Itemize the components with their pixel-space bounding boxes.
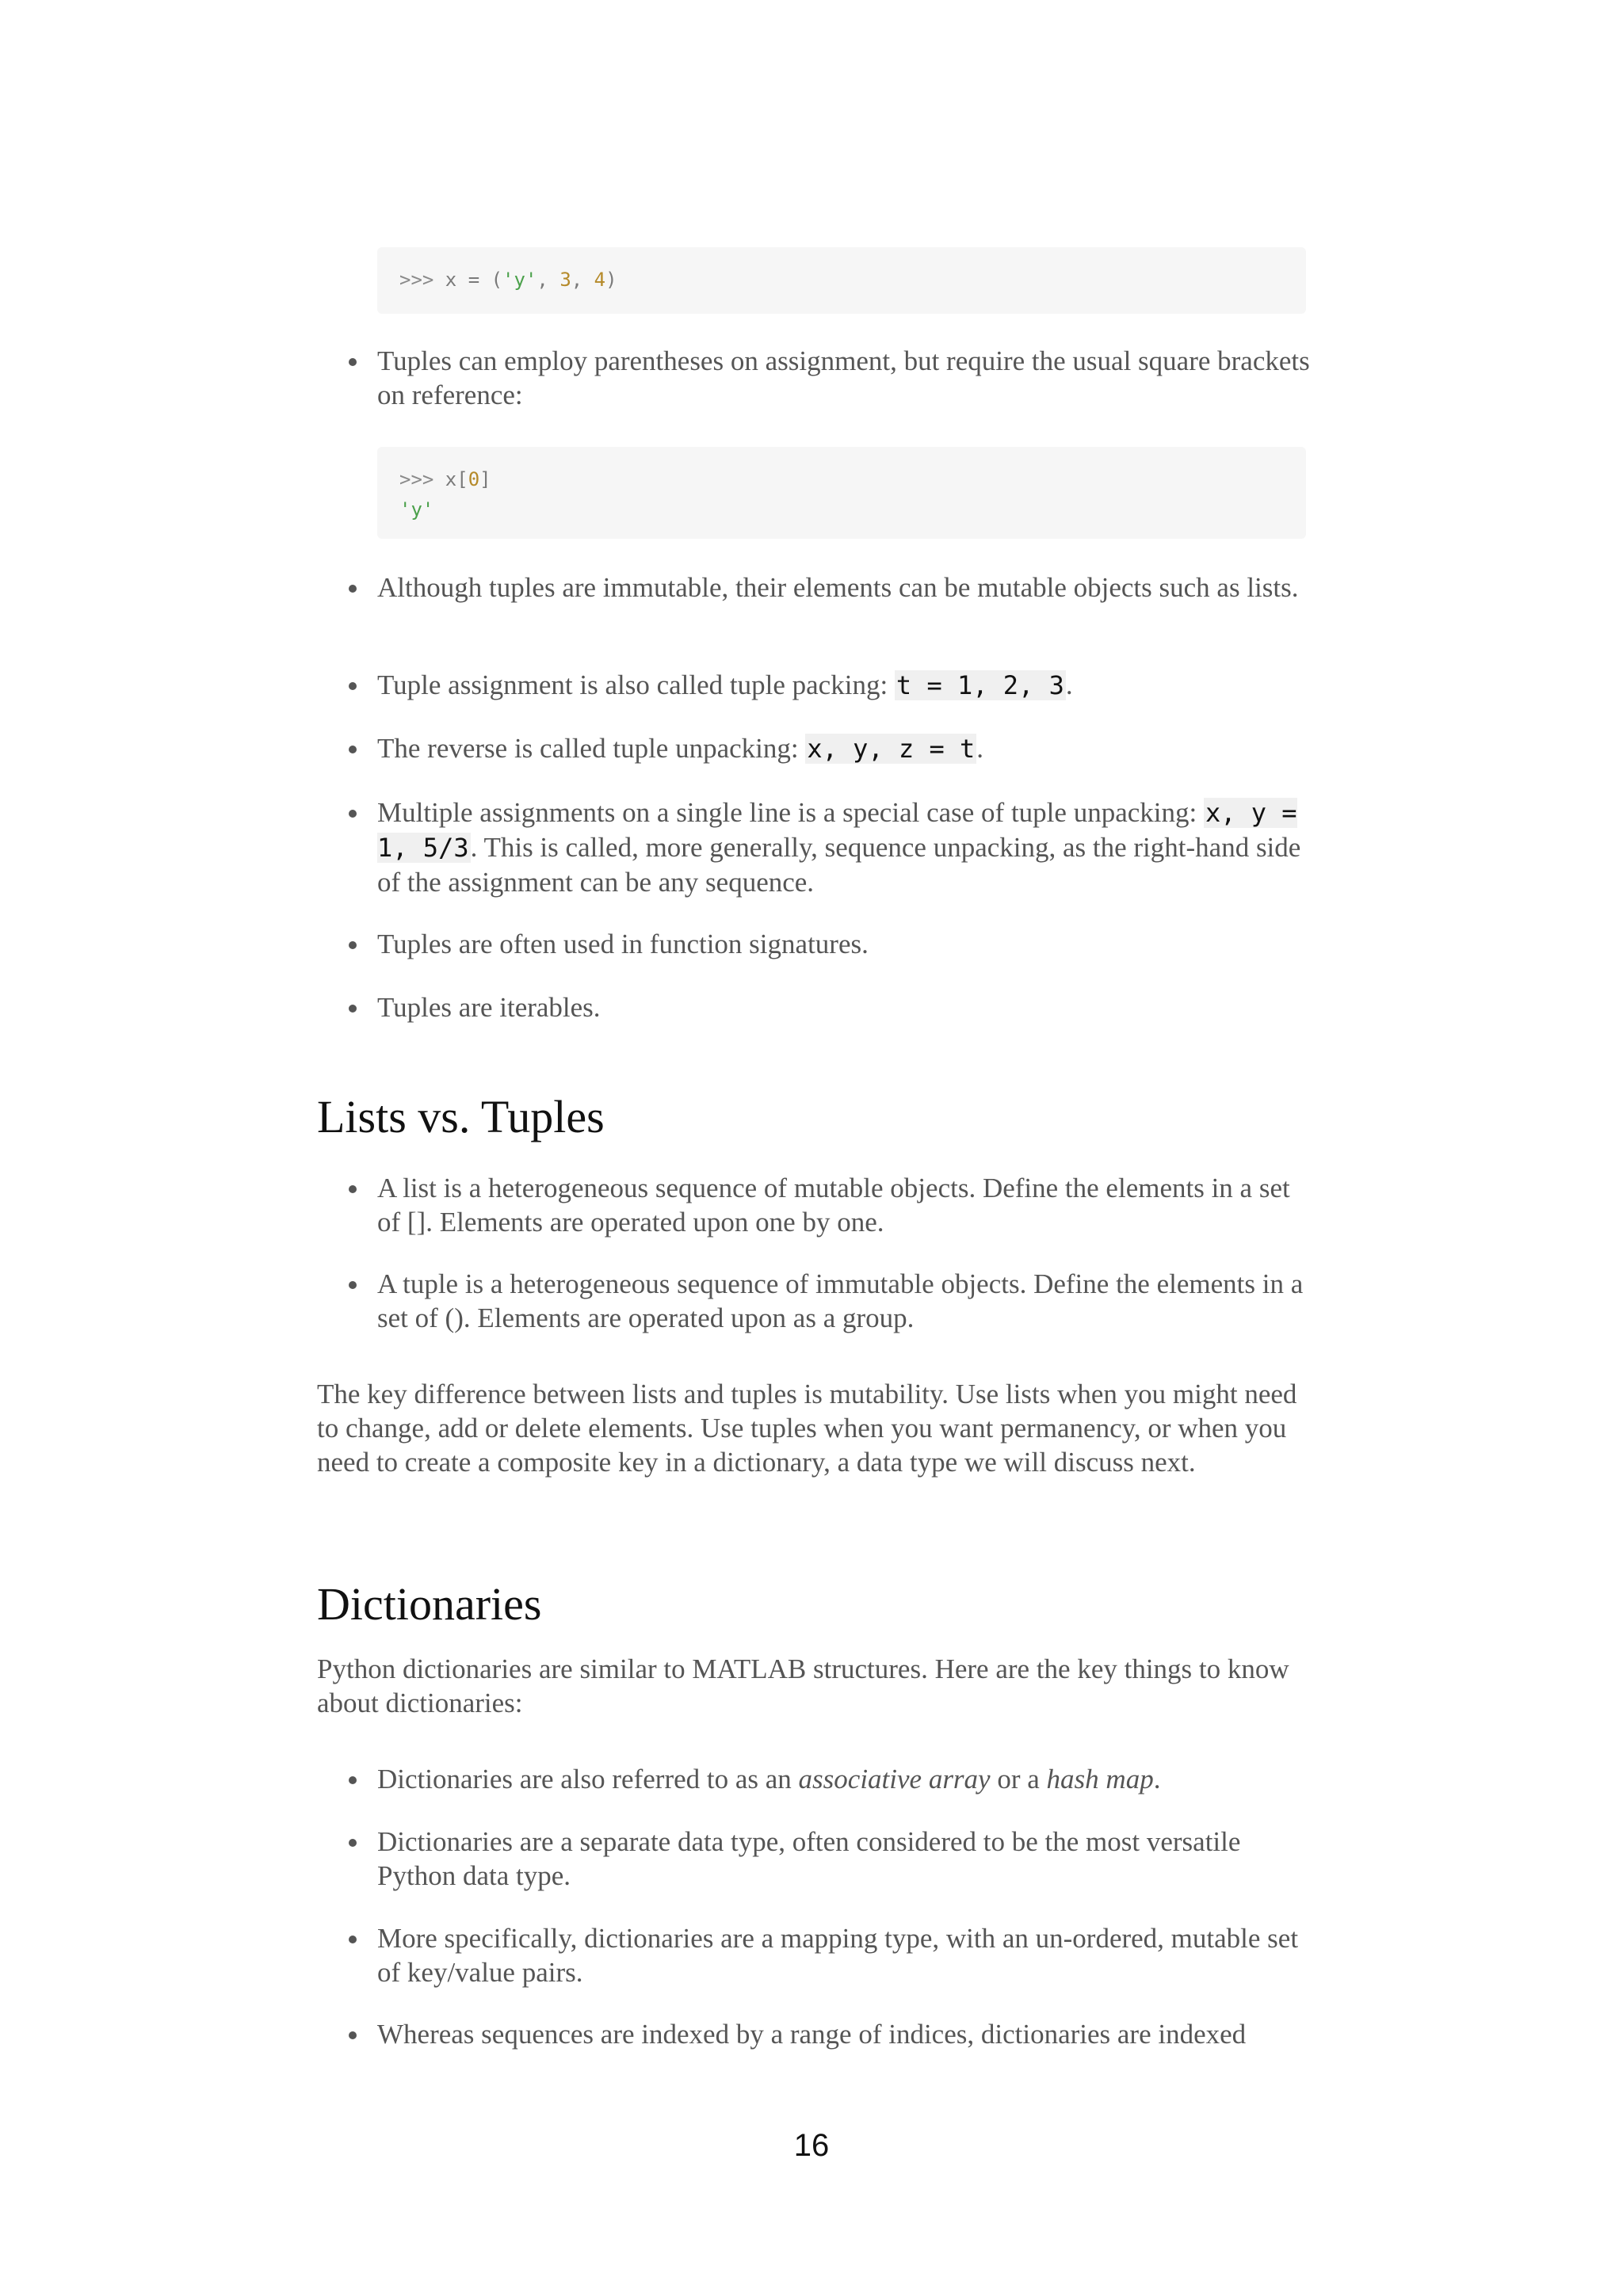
list-item-text: Dictionaries are also referred to as an xyxy=(377,1764,799,1794)
code-block-tuple-reference xyxy=(377,447,1306,539)
list-item xyxy=(377,344,1312,412)
list-item xyxy=(377,731,1312,766)
code-line xyxy=(399,464,1284,494)
list-item xyxy=(377,570,1312,605)
code-token: x = ( xyxy=(445,269,503,291)
list-item-text: Although tuples are immutable, their elements can be mutable objects such as lists. xyxy=(377,572,1299,603)
list-item-text: Dictionaries are a separate data type, often considered to be the most versatile Python data type. xyxy=(377,1826,1241,1891)
inline-code: x, y = 1, 5/3 xyxy=(377,798,1297,863)
list-item-text: . xyxy=(976,733,984,764)
paragraph-mutability: The key difference between lists and tuples is mutability. Use lists when you might need to change, add or delete elements. Use tuples when you want permanency, or when you need to create a composite key in a dictionary, a data type we will discuss next. xyxy=(317,1379,1297,1478)
list-item-text: Multiple assignments on a single line is a special case of tuple unpacking: xyxy=(377,797,1204,828)
list-item-text: Tuples can employ parentheses on assignment, but require the usual square brackets on reference: xyxy=(377,345,1310,410)
emphasis-text: hash map xyxy=(1046,1764,1154,1794)
emphasis-text: associative array xyxy=(798,1764,991,1794)
list-item-text: The reverse is called tuple unpacking: xyxy=(377,733,806,764)
code-block-tuple-assignment xyxy=(377,247,1306,314)
inline-code: x, y, z = t xyxy=(807,734,976,764)
list-item xyxy=(377,1762,1312,1796)
code-number: 3 xyxy=(559,269,571,291)
code-prompt: >>> xyxy=(399,468,445,490)
list-item-text: More specifically, dictionaries are a mapping type, with an un-ordered, mutable set of key/value pairs. xyxy=(377,1923,1299,1988)
page-number: 16 xyxy=(793,2128,830,2163)
code-token: x[ xyxy=(445,468,468,490)
list-item-text: Tuples are often used in function signatures. xyxy=(377,929,869,959)
list-item xyxy=(377,668,1312,703)
list-item-text: Tuples are iterables. xyxy=(377,992,601,1023)
list-item-text: Whereas sequences are indexed by a range of indices, dictionaries are indexed xyxy=(377,2019,1247,2050)
inline-code: t = 1, 2, 3 xyxy=(896,670,1064,700)
section-heading-lists-vs-tuples: Lists vs. Tuples xyxy=(317,1091,605,1142)
code-prompt: >>> xyxy=(399,269,445,291)
code-token: ) xyxy=(605,269,617,291)
list-item xyxy=(377,927,1312,961)
list-item xyxy=(377,1921,1312,1989)
code-token: , xyxy=(537,269,560,291)
list-item-text: . This is called, more generally, sequence unpacking, as the right-hand side of the assignment can be any sequence. xyxy=(377,832,1301,898)
code-string: 'y' xyxy=(502,269,537,291)
list-item-text: A list is a heterogeneous sequence of mutable objects. Define the elements in a set of []. Elements are operated upon one by one. xyxy=(377,1173,1290,1238)
list-item xyxy=(377,1171,1312,1239)
list-item-text: . xyxy=(1065,669,1073,700)
code-number: 4 xyxy=(594,269,606,291)
code-token: ] xyxy=(479,468,491,490)
code-line xyxy=(399,265,1284,295)
list-item xyxy=(377,990,1312,1024)
list-item-text: . xyxy=(1153,1764,1161,1794)
list-item-text: A tuple is a heterogeneous sequence of immutable objects. Define the elements in a set of (). Elements are operated upon as a group. xyxy=(377,1268,1304,1333)
code-output: 'y' xyxy=(399,498,434,521)
section-heading-dictionaries: Dictionaries xyxy=(317,1578,542,1630)
list-item-text: or a xyxy=(990,1764,1047,1794)
list-item xyxy=(377,2017,1312,2051)
code-token: , xyxy=(571,269,594,291)
list-item xyxy=(377,795,1312,899)
list-item xyxy=(377,1267,1312,1335)
list-item-text: Tuple assignment is also called tuple packing: xyxy=(377,669,895,700)
list-item xyxy=(377,1825,1312,1893)
paragraph-dictionaries-intro: Python dictionaries are similar to MATLAB structures. Here are the key things to know about dictionaries: xyxy=(317,1653,1289,1718)
code-number: 0 xyxy=(468,468,480,490)
